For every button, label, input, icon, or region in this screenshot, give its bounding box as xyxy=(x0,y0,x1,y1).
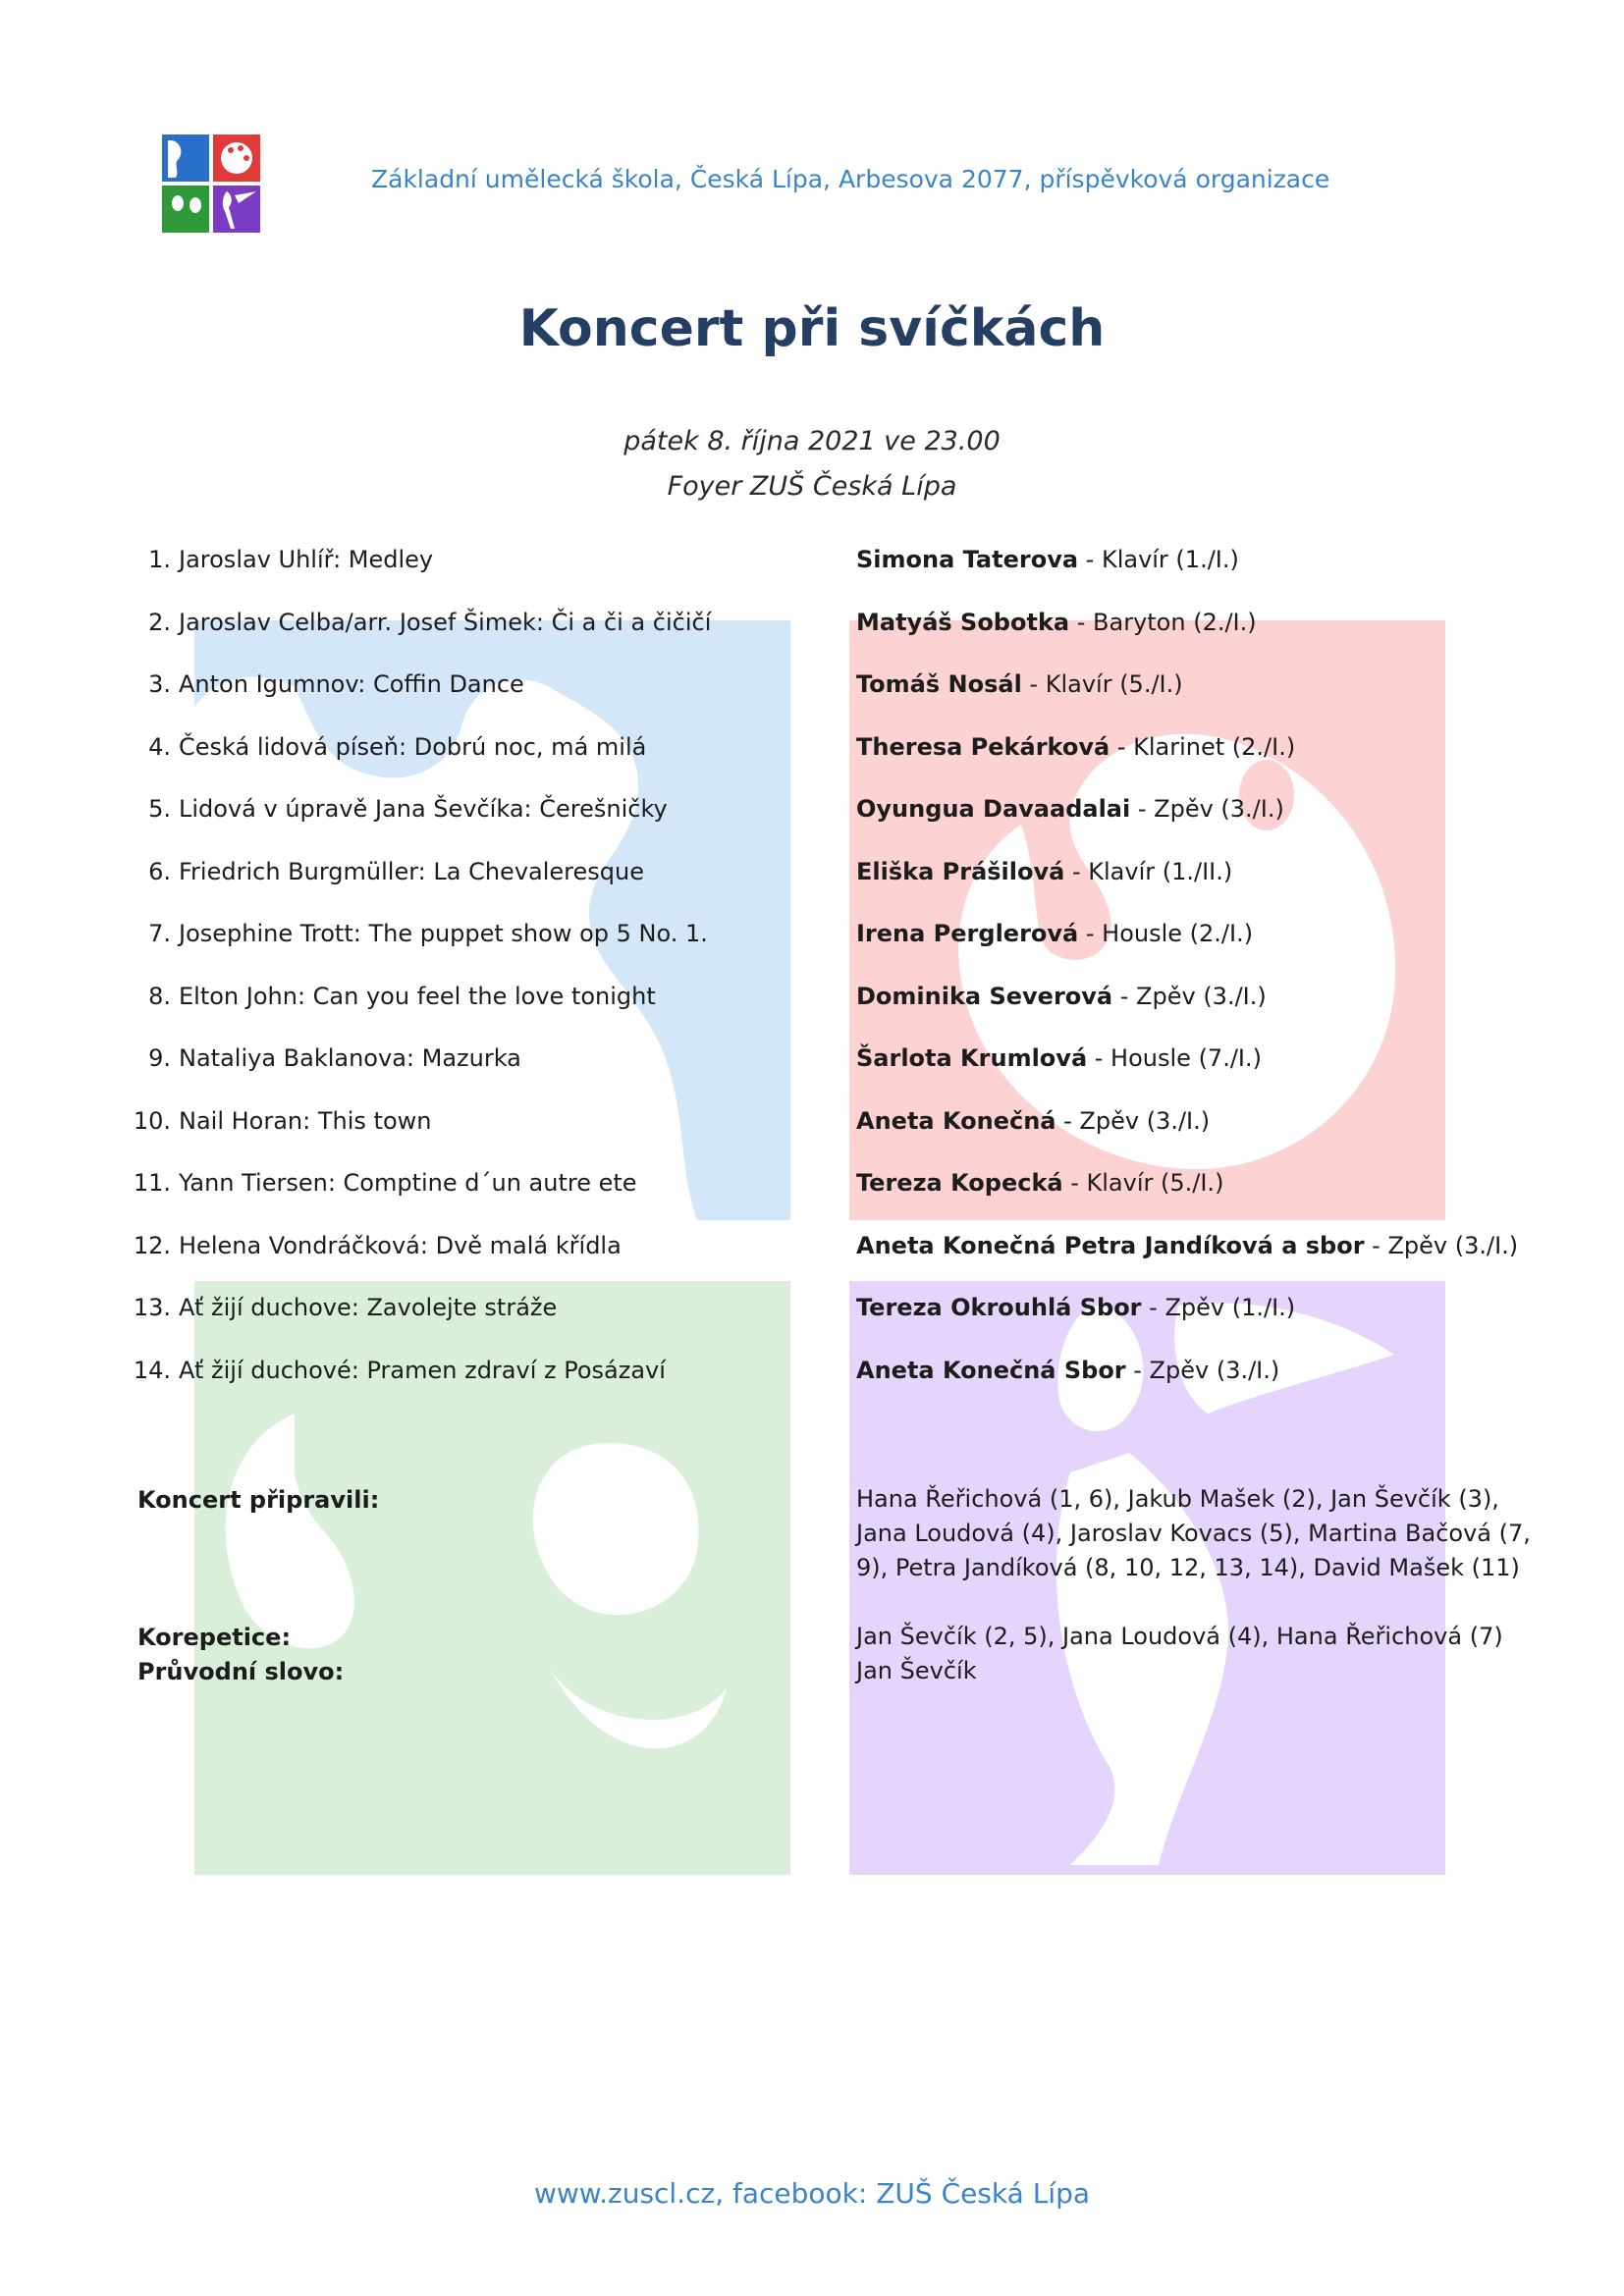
performer xyxy=(856,609,1257,636)
performer-name: Theresa Pekárková xyxy=(856,732,1110,761)
item-number: 9. xyxy=(148,1044,171,1072)
piece-title: Ať žijí duchové: Pramen zdraví z Posázaví xyxy=(179,1356,666,1384)
performer xyxy=(856,983,1267,1010)
performer xyxy=(856,733,1295,761)
performer-detail: - Zpěv (3./I.) xyxy=(1130,795,1284,823)
piece-title: Josephine Trott: The puppet show op 5 No. 1. xyxy=(179,920,708,947)
performer xyxy=(856,858,1232,885)
piece-title: Česká lidová píseň: Dobrú noc, má milá xyxy=(179,732,647,761)
performer-name: Aneta Konečná xyxy=(856,1106,1056,1135)
item-number: 11. xyxy=(133,1169,171,1197)
performer-name: Dominika Severová xyxy=(856,982,1113,1010)
program-item xyxy=(0,733,1624,773)
performer-detail: - Zpěv (3./I.) xyxy=(1364,1231,1519,1259)
program-item xyxy=(0,609,1624,648)
performer-detail: - Klavír (1./II.) xyxy=(1064,857,1233,885)
item-number: 8. xyxy=(148,982,171,1010)
item-number: 2. xyxy=(148,608,171,636)
slovo-value: Jan Ševčík xyxy=(856,1657,977,1684)
performer-name: Tomáš Nosál xyxy=(856,670,1022,698)
performer xyxy=(856,1232,1518,1259)
piece-title: Elton John: Can you feel the love tonight xyxy=(179,982,656,1010)
performer xyxy=(856,670,1183,698)
item-number: 12. xyxy=(133,1231,171,1259)
piece-title: Helena Vondráčková: Dvě malá křídla xyxy=(179,1231,622,1259)
performer-name: Tereza Kopecká xyxy=(856,1169,1063,1197)
piece-title: Jaroslav Celba/arr. Josef Šimek: Či a či a čičičí xyxy=(179,608,712,636)
performer-name: Šarlota Krumlová xyxy=(856,1044,1088,1072)
prepared-value: Hana Řeřichová (1, 6), Jakub Mašek (2), Jan Ševčík (3), Jana Loudová (4), Jaroslav Kovacs (5), Martina Bačová (7, 9), Petra Jandíková (8, 10, 12, 13, 14), David Mašek (11) xyxy=(856,1485,1531,1581)
performer xyxy=(856,1357,1279,1384)
program-item xyxy=(0,1044,1624,1084)
piece-title: Yann Tiersen: Comptine d´un autre ete xyxy=(179,1169,637,1197)
piece-title: Anton Igumnov: Coffin Dance xyxy=(179,670,524,698)
performer-detail: - Housle (7./I.) xyxy=(1087,1044,1262,1072)
program-item xyxy=(0,1357,1624,1396)
footer-links[interactable]: www.zuscl.cz, facebook: ZUŠ Česká Lípa xyxy=(533,2177,1091,2210)
performer-detail: - Klavír (1./I.) xyxy=(1078,546,1239,573)
performer-detail: - Zpěv (3./I.) xyxy=(1112,982,1267,1010)
performer-detail: - Klavír (5./I.) xyxy=(1062,1169,1224,1197)
item-number: 3. xyxy=(148,670,171,698)
item-number: 13. xyxy=(133,1294,171,1321)
performer-name: Simona Taterova xyxy=(856,546,1079,573)
concert-venue: Foyer ZUŠ Česká Lípa xyxy=(667,471,957,502)
performer xyxy=(856,1169,1223,1197)
performer-name: Matyáš Sobotka xyxy=(856,608,1070,636)
performer-detail: - Housle (2./I.) xyxy=(1078,920,1254,947)
program-item xyxy=(0,795,1624,834)
performer-name: Oyungua Davaadalai xyxy=(856,795,1131,823)
korepetice-label: Korepetice: xyxy=(137,1624,292,1651)
program-item xyxy=(0,1232,1624,1271)
performer-name: Aneta Konečná Sbor xyxy=(856,1356,1126,1384)
piece-title: Nataliya Baklanova: Mazurka xyxy=(179,1044,521,1072)
slovo-label: Průvodní slovo: xyxy=(137,1658,345,1685)
item-number: 10. xyxy=(133,1106,171,1135)
performer-detail: - Klarinet (2./I.) xyxy=(1110,732,1296,761)
performer-name: Irena Perglerová xyxy=(856,920,1079,947)
program-item xyxy=(0,920,1624,959)
performer-detail: - Zpěv (3./I.) xyxy=(1125,1356,1280,1384)
performer-name: Tereza Okrouhlá Sbor xyxy=(856,1294,1142,1321)
performer-detail: - Zpěv (1./I.) xyxy=(1141,1294,1296,1321)
program-item xyxy=(0,858,1624,897)
performer xyxy=(856,920,1253,947)
piece-title: Lidová v úpravě Jana Ševčíka: Čerešničky xyxy=(179,795,668,823)
program-item xyxy=(0,1294,1624,1333)
performer-detail: - Zpěv (3./I.) xyxy=(1056,1106,1211,1135)
program-item xyxy=(0,1107,1624,1147)
program-item xyxy=(0,1169,1624,1208)
item-number: 7. xyxy=(148,920,171,947)
item-number: 6. xyxy=(148,857,171,885)
concert-date: pátek 8. října 2021 ve 23.00 xyxy=(623,426,1001,456)
item-number: 5. xyxy=(148,795,171,823)
piece-title: Jaroslav Uhlíř: Medley xyxy=(179,546,434,573)
piece-title: Nail Horan: This town xyxy=(179,1106,432,1135)
performer xyxy=(856,1107,1210,1135)
program-item xyxy=(0,670,1624,710)
performer-name: Aneta Konečná Petra Jandíková a sbor xyxy=(856,1231,1365,1259)
piece-title: Friedrich Burgmüller: La Chevaleresque xyxy=(179,857,644,885)
piece-title: Ať žijí duchove: Zavolejte stráže xyxy=(179,1294,558,1321)
korepetice-value: Jan Ševčík (2, 5), Jana Loudová (4), Hana Řeřichová (7) xyxy=(856,1623,1503,1650)
performer-detail: - Baryton (2./I.) xyxy=(1069,608,1257,636)
performer xyxy=(856,1044,1262,1072)
performer-detail: - Klavír (5./I.) xyxy=(1021,670,1183,698)
performer-name: Eliška Prášilová xyxy=(856,857,1065,885)
page-title: Koncert při svíčkách xyxy=(518,299,1106,358)
program-item xyxy=(0,546,1624,585)
performer xyxy=(856,795,1284,823)
program-item xyxy=(0,983,1624,1022)
school-logo xyxy=(162,134,260,233)
item-number: 14. xyxy=(133,1356,171,1384)
item-number: 1. xyxy=(148,546,171,573)
school-name: Základní umělecká škola, Česká Lípa, Arbesova 2077, příspěvková organizace xyxy=(371,165,1330,193)
prepared-label: Koncert připravili: xyxy=(137,1486,380,1514)
performer xyxy=(856,1294,1295,1321)
performer xyxy=(856,546,1239,573)
item-number: 4. xyxy=(148,732,171,761)
